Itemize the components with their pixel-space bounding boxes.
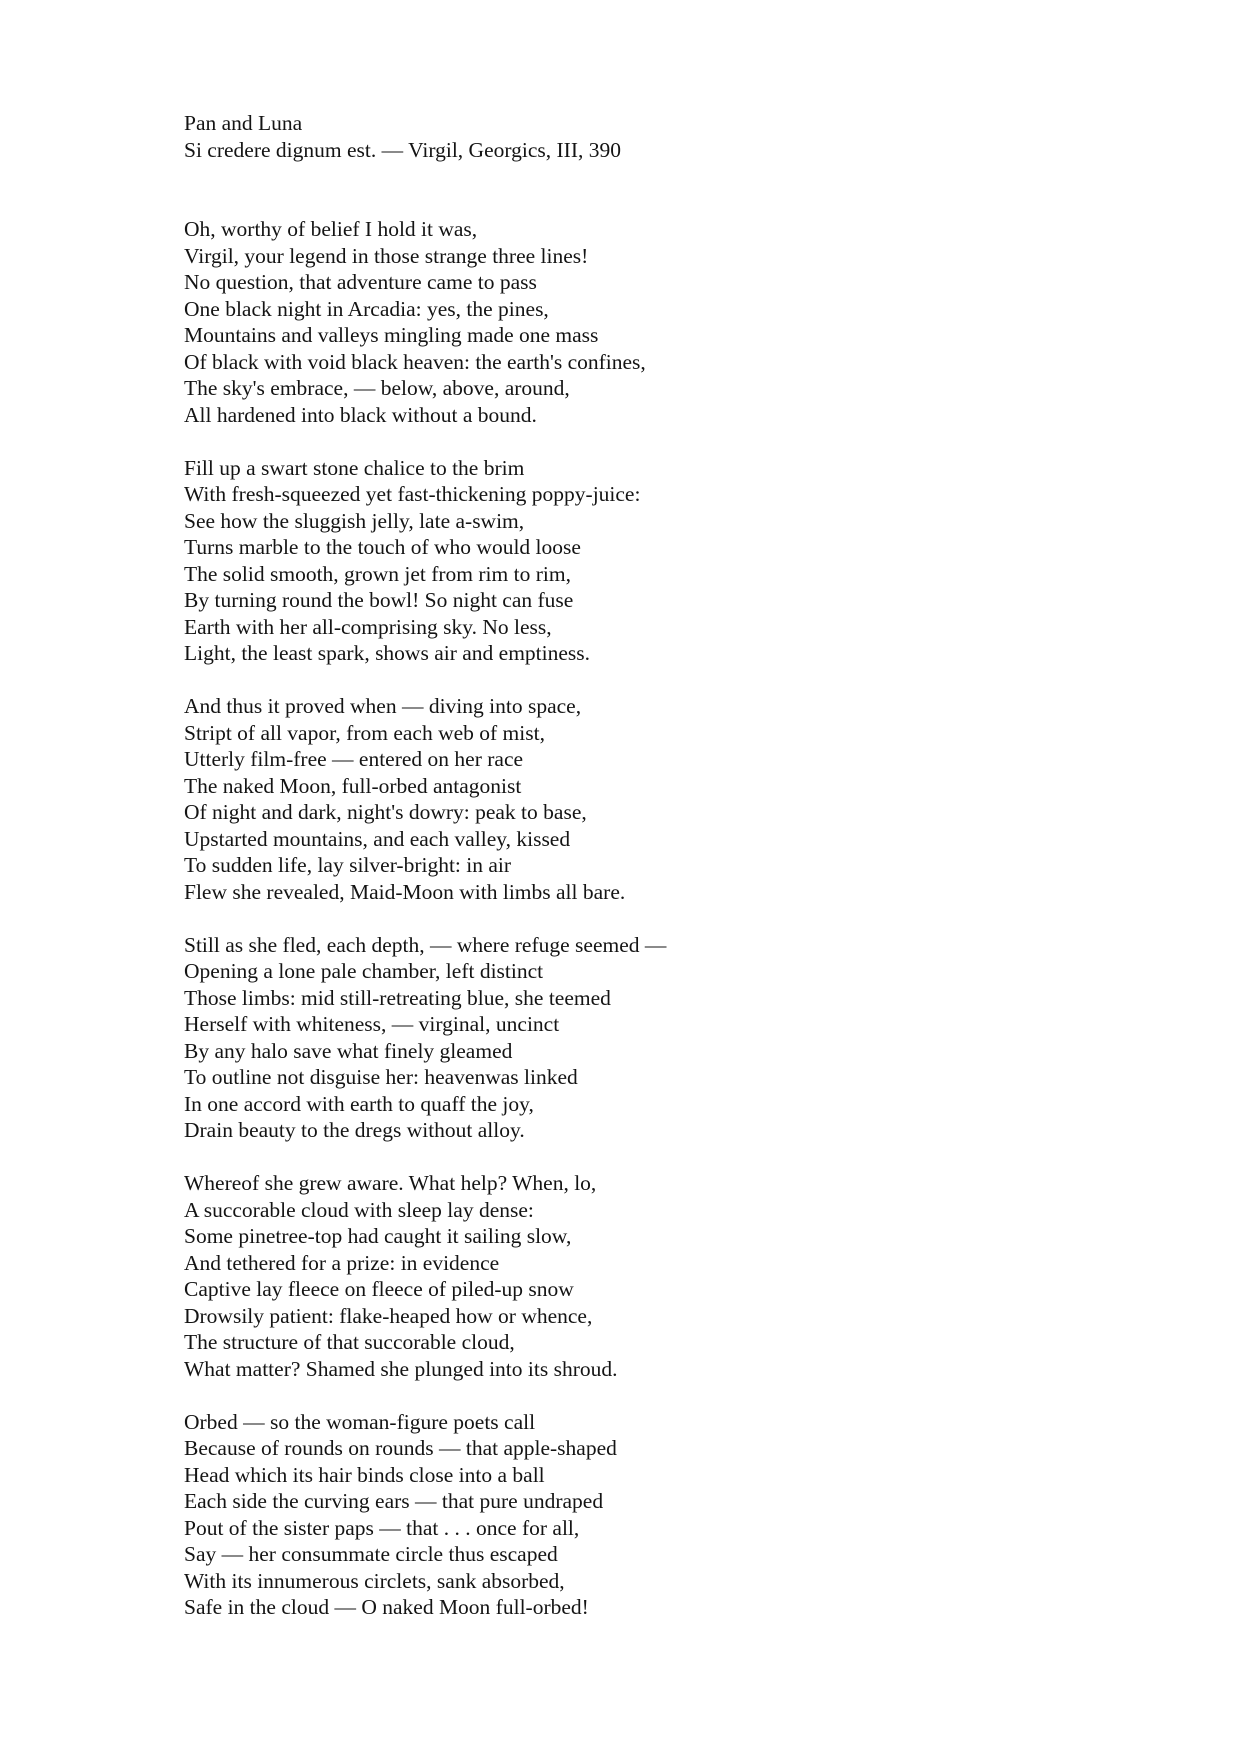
verse-line: Turns marble to the touch of who would loose	[184, 535, 581, 559]
poem-header	[184, 110, 1184, 163]
stanza-4	[184, 932, 1184, 1144]
verse-line: Light, the least spark, shows air and emptiness.	[184, 641, 591, 665]
verse-line: By any halo save what finely gleamed	[184, 1038, 513, 1063]
verse-line: Say — her consummate circle thus escaped	[184, 1542, 558, 1566]
verse-line: Whereof she grew aware. What help? When, lo,	[184, 1171, 597, 1195]
poem-title: Pan and Luna	[184, 111, 303, 135]
verse-line: By turning round the bowl! So night can fuse	[184, 588, 574, 612]
verse-line: No question, that adventure came to pass	[184, 270, 537, 294]
verse-line: The solid smooth, grown jet from rim to rim,	[184, 561, 571, 586]
verse-line: Those limbs: mid still-retreating blue, she teemed	[184, 985, 611, 1010]
stanza-5	[184, 1170, 1184, 1382]
verse-line: Captive lay fleece on fleece of piled-up snow	[184, 1277, 574, 1301]
verse-line: Herself with whiteness, — virginal, uncinct	[184, 1012, 560, 1036]
verse-line: Oh, worthy of belief I hold it was,	[184, 217, 478, 241]
verse-line: Pout of the sister paps — that . . . once for all,	[184, 1515, 580, 1540]
poem-body	[184, 110, 1184, 1647]
verse-line: Drain beauty to the dregs without alloy.	[184, 1118, 525, 1142]
verse-line: Some pinetree-top had caught it sailing slow,	[184, 1224, 572, 1248]
verse-line: With its innumerous circlets, sank absorbed,	[184, 1568, 565, 1593]
verse-line: All hardened into black without a bound.	[184, 402, 537, 427]
verse-line: Mountains and valleys mingling made one mass	[184, 323, 599, 347]
verse-line: The sky's embrace, — below, above, around,	[184, 376, 570, 400]
verse-line: Orbed — so the woman-figure poets call	[184, 1409, 536, 1434]
verse-line: Head which its hair binds close into a ball	[184, 1462, 545, 1487]
verse-line: What matter? Shamed she plunged into its shroud.	[184, 1356, 618, 1381]
verse-line: Fill up a swart stone chalice to the brim	[184, 455, 525, 480]
verse-line: Each side the curving ears — that pure undraped	[184, 1489, 604, 1513]
verse-line: The structure of that succorable cloud,	[184, 1330, 515, 1354]
verse-line: Opening a lone pale chamber, left distinct	[184, 959, 544, 983]
stanza-2	[184, 455, 1184, 667]
verse-line: In one accord with earth to quaff the joy,	[184, 1091, 534, 1116]
verse-line: And tethered for a prize: in evidence	[184, 1250, 500, 1275]
stanza-3	[184, 693, 1184, 905]
verse-line: Utterly film-free — entered on her race	[184, 747, 524, 771]
verse-line: To outline not disguise her: heavenwas linked	[184, 1065, 578, 1089]
poem-epigraph: Si credere dignum est. — Virgil, Georgics, III, 390	[184, 137, 621, 162]
verse-line: Upstarted mountains, and each valley, kissed	[184, 826, 571, 851]
stanza-1	[184, 216, 1184, 428]
verse-line: Of night and dark, night's dowry: peak to base,	[184, 800, 587, 824]
verse-line: Earth with her all-comprising sky. No less,	[184, 614, 552, 639]
verse-line: One black night in Arcadia: yes, the pines,	[184, 296, 549, 321]
verse-line: Virgil, your legend in those strange three lines!	[184, 243, 589, 268]
verse-line: Safe in the cloud — O naked Moon full-orbed!	[184, 1595, 589, 1619]
verse-line: A succorable cloud with sleep lay dense:	[184, 1197, 534, 1222]
stanza-6	[184, 1409, 1184, 1621]
verse-line: Stript of all vapor, from each web of mist,	[184, 720, 545, 745]
verse-line: Because of rounds on rounds — that apple-shaped	[184, 1436, 617, 1460]
verse-line: The naked Moon, full-orbed antagonist	[184, 773, 522, 798]
verse-line: Of black with void black heaven: the earth's confines,	[184, 349, 646, 374]
verse-line: And thus it proved when — diving into space,	[184, 694, 582, 718]
verse-line: With fresh-squeezed yet fast-thickening poppy-juice:	[184, 482, 641, 506]
verse-line: See how the sluggish jelly, late a-swim,	[184, 508, 525, 533]
verse-line: Drowsily patient: flake-heaped how or whence,	[184, 1303, 593, 1328]
verse-line: Flew she revealed, Maid-Moon with limbs all bare.	[184, 879, 626, 904]
verse-line: Still as she fled, each depth, — where refuge seemed —	[184, 932, 667, 957]
verse-line: To sudden life, lay silver-bright: in air	[184, 853, 512, 877]
